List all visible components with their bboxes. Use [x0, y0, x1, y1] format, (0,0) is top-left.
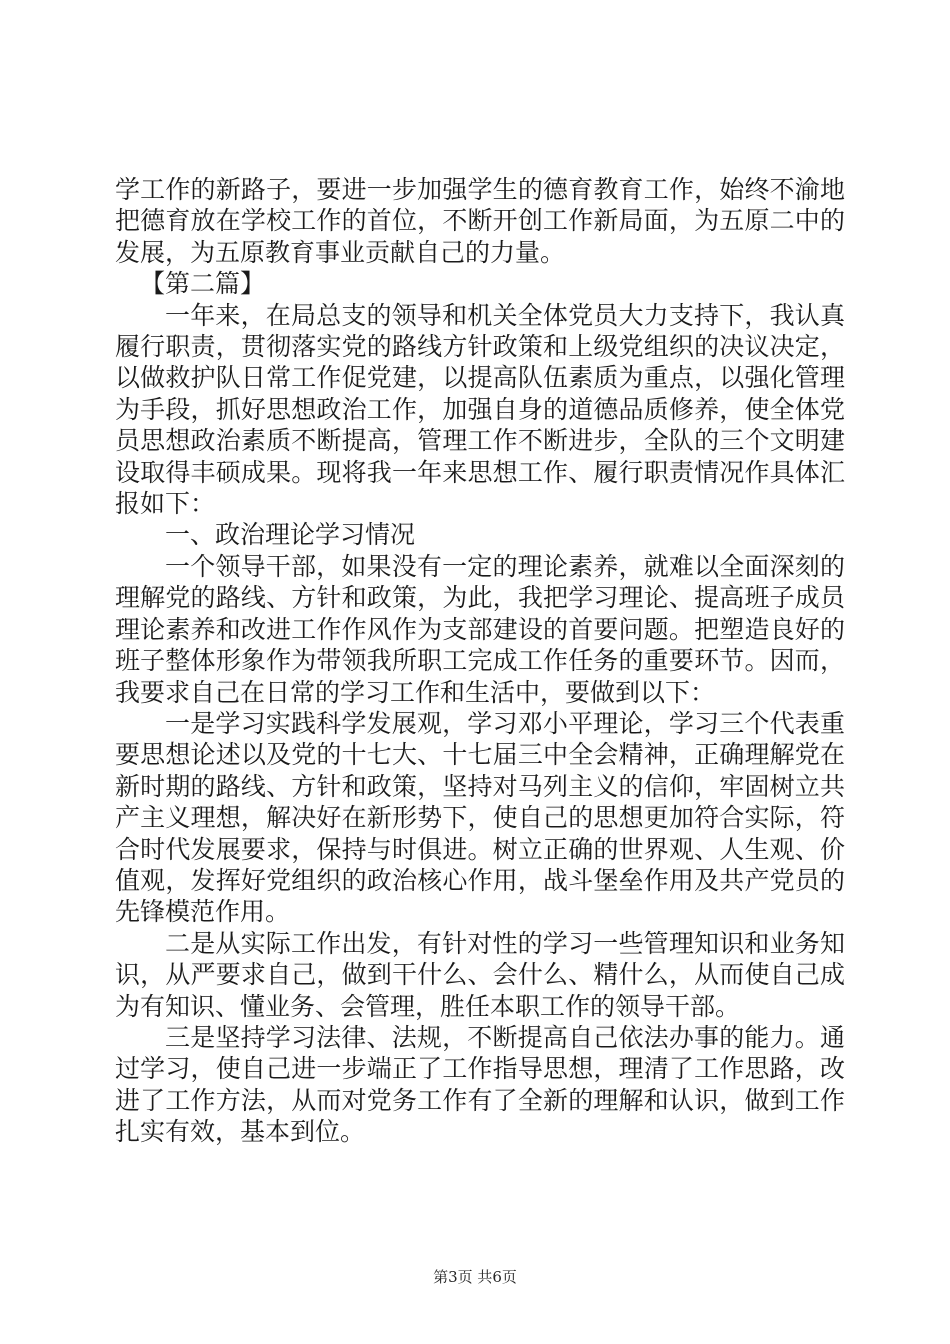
paragraph-point-one: 一是学习实践科学发展观，学习邓小平理论，学习三个代表重要思想论述以及党的十七大、十七届三中全会精神，正确理解党在新时期的路线、方针和政策，坚持对马列主义的信仰，牢固树立共产主义理想，解决好在新形势下，使自己的思想更加符合实际，符合时代发展要求，保持与时俱进。树立正确的世界观、人生观、价值观，发挥好党组织的政治核心作用，战斗堡垒作用及共产党员的先锋模范作用。 — [115, 708, 845, 927]
paragraph-point-two: 二是从实际工作出发，有针对性的学习一些管理知识和业务知识，从严要求自己，做到干什么、会什么、精什么，从而使自己成为有知识、懂业务、会管理，胜任本职工作的领导干部。 — [115, 928, 845, 1021]
subsection-heading: 一、政治理论学习情况 — [165, 520, 416, 550]
paragraph-continuation: 学工作的新路子，要进一步加强学生的德育教育工作，始终不渝地把德育放在学校工作的首位，不断开创工作新局面，为五原二中的发展，为五原教育事业贡献自己的力量。 — [115, 175, 845, 267]
paragraph-point-three: 三是坚持学习法律、法规，不断提高自己依法办事的能力。通过学习，使自己进一步端正了工作指导思想，理清了工作思路，改进了工作方法，从而对党务工作有了全新的理解和认识，做到工作扎实有效，基本到位。 — [115, 1022, 845, 1147]
document-body — [115, 174, 845, 1148]
page-footer: 第3页 共6页 — [433, 1268, 517, 1286]
paragraph-intro: 一年来，在局总支的领导和机关全体党员大力支持下，我认真履行职责，贯彻落实党的路线方针政策和上级党组织的决议决定，以做救护队日常工作促党建，以提高队伍素质为重点，以强化管理为手段，抓好思想政治工作，加强自身的道德品质修养，使全体党员思想政治素质不断提高，管理工作不断进步，全队的三个文明建设取得丰硕成果。现将我一年来思想工作、履行职责情况作具体汇报如下： — [115, 300, 845, 519]
section-heading: 【第二篇】 — [140, 269, 266, 299]
paragraph-theory: 一个领导干部，如果没有一定的理论素养，就难以全面深刻的理解党的路线、方针和政策，为此，我把学习理论、提高班子成员理论素养和改进工作作风作为支部建设的首要问题。把塑造良好的班子整体形象作为带领我所职工完成工作任务的重要环节。因而，我要求自己在日常的学习工作和生活中，要做到以下： — [115, 551, 845, 707]
